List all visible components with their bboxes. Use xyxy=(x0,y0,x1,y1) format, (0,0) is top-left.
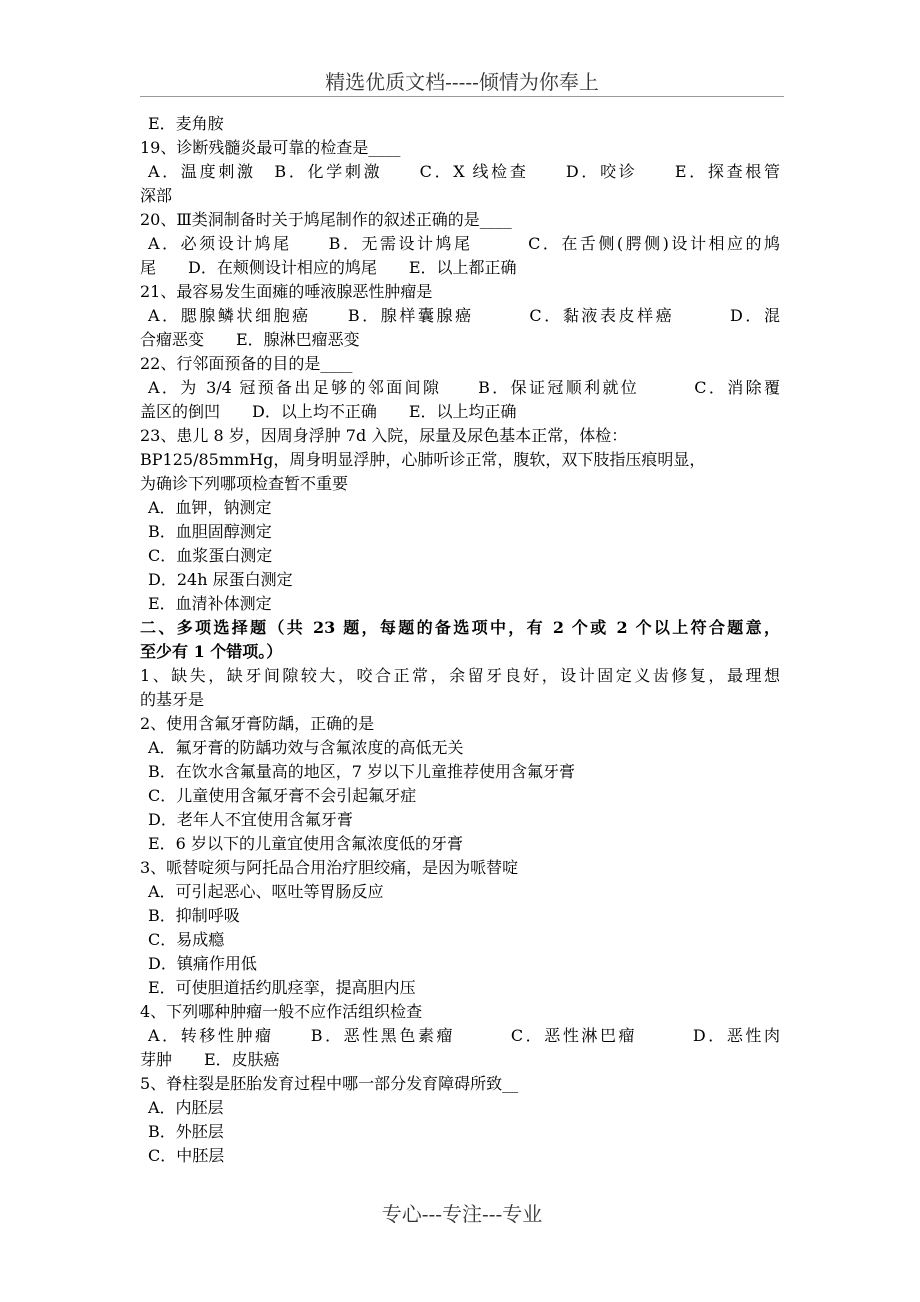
option-line: A．血钾，钠测定 xyxy=(148,498,272,517)
option-line: D．24h 尿蛋白测定 xyxy=(148,570,293,589)
option-line: D．镇痛作用低 xyxy=(148,954,257,973)
option-line: C．中胚层 xyxy=(148,1146,225,1165)
question-line: 19、诊断残髓炎最可靠的检查是____ xyxy=(140,138,401,157)
option-line: C．血浆蛋白测定 xyxy=(148,546,273,565)
question-line: 1、缺失，缺牙间隙较大，咬合正常，余留牙良好，设计固定义齿修复，最理想 xyxy=(140,666,780,685)
option-line: A．转移性肿瘤 B．恶性黑色素瘤 C．恶性淋巴瘤 D．恶性肉 xyxy=(148,1026,780,1045)
option-line: E．血清补体测定 xyxy=(148,594,272,613)
page-footer: 专心---专注---专业 xyxy=(381,1202,543,1226)
header-divider xyxy=(140,96,784,97)
option-line: B．在饮水含氟量高的地区，7 岁以下儿童推荐使用含氟牙膏 xyxy=(148,762,576,781)
option-line: 盖区的倒凹 D．以上均不正确 E．以上均正确 xyxy=(140,402,517,421)
option-line: B．血胆固醇测定 xyxy=(148,522,272,541)
question-line: 4、下列哪种肿瘤一般不应作活组织检查 xyxy=(140,1002,423,1021)
option-line: C．易成瘾 xyxy=(148,930,225,949)
section-heading: 至少有 1 个错项。） xyxy=(140,642,283,661)
option-line: E．麦角胺 xyxy=(148,114,224,133)
option-line: A．氟牙膏的防龋功效与含氟浓度的高低无关 xyxy=(148,738,464,757)
question-line: 5、脊柱裂是胚胎发育过程中哪一部分发育障碍所致__ xyxy=(140,1074,519,1093)
option-line: B．外胚层 xyxy=(148,1122,224,1141)
question-line: 22、行邻面预备的目的是____ xyxy=(140,354,353,373)
question-line: 的基牙是 xyxy=(140,690,205,709)
question-line: 3、哌替啶须与阿托品合用治疗胆绞痛，是因为哌替啶 xyxy=(140,858,519,877)
section-heading: 二、多项选择题（共 23 题，每题的备选项中，有 2 个或 2 个以上符合题意， xyxy=(140,618,780,637)
option-line: A．内胚层 xyxy=(148,1098,224,1117)
question-line: 为确诊下列哪项检查暂不重要 xyxy=(140,474,349,493)
question-line: 21、最容易发生面瘫的唾液腺恶性肿瘤是 xyxy=(140,282,433,301)
page-header: 精选优质文档-----倾情为你奉上 xyxy=(325,70,599,94)
option-line: B．抑制呼吸 xyxy=(148,906,240,925)
option-line: E．可使胆道括约肌痉挛，提高胆内压 xyxy=(148,978,416,997)
option-line: A．温度刺激 B．化学刺激 C．X 线检查 D．咬诊 E．探查根管 xyxy=(148,162,780,181)
option-line: 芽肿 E．皮肤癌 xyxy=(140,1050,280,1069)
option-line: E．6 岁以下的儿童宜使用含氟浓度低的牙膏 xyxy=(148,834,463,853)
option-line: A．必须设计鸠尾 B．无需设计鸠尾 C．在舌侧(腭侧)设计相应的鸠 xyxy=(148,234,780,253)
question-line: BP125/85mmHg，周身明显浮肿，心肺听诊正常，腹软，双下肢指压痕明显， xyxy=(140,450,706,469)
option-line: A．可引起恶心、呕吐等胃肠反应 xyxy=(148,882,384,901)
question-line: 20、Ⅲ类洞制备时关于鸠尾制作的叙述正确的是____ xyxy=(140,210,512,229)
question-line: 23、患儿 8 岁，因周身浮肿 7d 入院，尿量及尿色基本正常，体检： xyxy=(140,426,628,445)
option-line: 尾 D．在颊侧设计相应的鸠尾 E．以上都正确 xyxy=(140,258,517,277)
question-line: 2、使用含氟牙膏防龋，正确的是 xyxy=(140,714,375,733)
option-line: A．腮腺鳞状细胞癌 B．腺样囊腺癌 C．黏液表皮样癌 D．混 xyxy=(148,306,780,325)
document-body xyxy=(140,112,780,1168)
option-line: A．为 3/4 冠预备出足够的邻面间隙 B．保证冠顺利就位 C．消除覆 xyxy=(148,378,780,397)
option-line: 合瘤恶变 E．腺淋巴瘤恶变 xyxy=(140,330,360,349)
option-line: 深部 xyxy=(140,186,173,205)
option-line: C．儿童使用含氟牙膏不会引起氟牙症 xyxy=(148,786,417,805)
option-line: D．老年人不宜使用含氟牙膏 xyxy=(148,810,353,829)
